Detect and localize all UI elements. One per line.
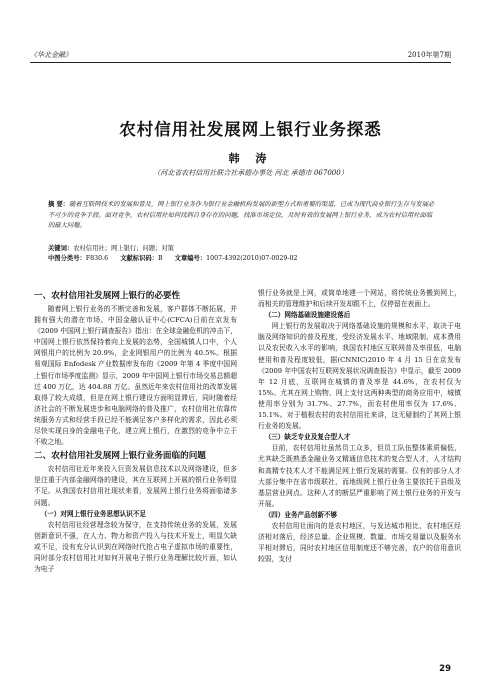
keywords-text: 农村信用社；网上银行；问题；对策: [73, 245, 174, 252]
doc-code-label: 文献标识码：: [120, 255, 158, 263]
subsection-heading: （一）对网上银行业务思想认识不足: [40, 509, 147, 518]
abstract-label: 摘 要：: [48, 201, 70, 208]
article-number-value: 1007-4392(2010)07-0029-02: [206, 255, 298, 263]
paragraph: 农村信用社近年来投入巨资发展信息技术以及网络建设，但多是注重于内部金融网络的建设，其在互联网上开展的银行业务明显不足。从我国农村信用社现状来看，发展网上银行业务将面临诸多问题。: [34, 465, 237, 507]
journal-name: 《华北金融》: [30, 51, 72, 59]
section-heading: 二、农村信用社发展网上银行业务面临的问题: [34, 451, 206, 462]
subsection-heading: （四）业务产品创新不够: [264, 510, 338, 519]
article-number-label: 文章编号：: [174, 255, 207, 263]
author-affiliation: （河北省农村信用社联合社承德办事处 河北 承德市 067000）: [153, 169, 348, 177]
paragraph: 目前，农村信用社虽然员工众多，但员工队伍整体素质偏低，尤其缺乏既熟悉金融业务又精通信息技术的复合型人才，人才结构和高精专技术人才不能满足网上银行发展的需要。仅有的部分人才大部分集中在省市级联社，而地级网上银行业务主要依托于县级及基层营业网点。这种人才的断层严重影响了网上银行业务的开发与开展。: [258, 444, 461, 508]
paragraph: 农村信用社面向的是农村地区，与发达城市相比，农村地区经济相对落后，经济总量、企业规模、数量、市场交易量以及服务水平相对滞后，同时农村地区信用制度还不够完善，农户的信用意识较弱，支付: [258, 521, 461, 564]
article-meta: [48, 244, 437, 265]
abstract: [48, 200, 437, 232]
page-number: 29: [439, 664, 451, 674]
article-title: 农村信用社发展网上银行业务探悉: [119, 120, 382, 139]
subsection-heading: （二）网络基础设施建设落后: [264, 311, 351, 320]
header-divider: [30, 62, 451, 63]
author-name: 韩 涛: [228, 152, 273, 165]
paragraph: 网上银行的发展取决于网络基础设施的规模和水平，取决于电脑及网络知识的普及程度，受经济发展水平、地域限制、成本费用以及农民收入水平的影响，我国农村地区互联网普及率很低，电脑使用和普及程度较低，据(CNNIC)2010 年 4 月 15 日在京发布《2009 年中国农村互联网发展状况调查报告》中显示，截至 2009 年 12 月底，互联网在城镇的普及率是 44.6%，在农村仅为 15%。尤其在网上购物、网上支付这两种典型的商务应用中，城镇使用率分别为 31.7%、27.7%，而农村使用率仅为 17.6%、15.1%。对于植根农村的农村信用社来讲，这无疑制约了其网上银行业务的发展。: [258, 322, 461, 431]
paragraph: 农村信用社经营理念较为保守，在支持传统业务的发展，发展创新意识不强，在人力、物力和资产投入与技术开发上，明显欠缺或不足，没有充分认识到在网络时代抢占电子虚拟市场的重要性，同时部分农村信用社对如何开展电子银行业务理解比较片面，如认为电子: [34, 520, 237, 574]
classification-line: [48, 254, 437, 264]
clc-label: 中图分类号：: [48, 255, 86, 263]
subsection-heading: （三）缺乏专业及复合型人才: [264, 433, 351, 442]
paragraph: 银行业务就是上网，或简单地建一个网站，将传统业务搬到网上，而相关的管理维护和后续开发却跟不上，仅停留在表面上。: [258, 289, 461, 309]
doc-code-value: B: [157, 255, 163, 263]
issue-label: 2010年第7期: [407, 51, 451, 59]
clc-value: F830.6: [85, 255, 109, 263]
paragraph: 随着网上银行业务的不断完善和发展，客户群体不断拓展，并拥有强大的潜在市场。中国金融认证中心(CFCA)日前在京发布《2009 中国网上银行调查报告》指出：在全球金融危机的冲击下，中国网上银行依然保持着向上发展的态势，全国城镇人口中，个人网银用户的比例为 20.9%，企业网银用户的比例为 40.5%。根据易观国际 Enfodesk 产业数据库发布的《2009 年第 4 季度中国网上银行市场季度监测》显示，2009 年中国网上银行市场交易总额超过 400 万亿，达 404.88 万亿。虽然近年来农村信用社的改革发展取得了较大成绩，但是在网上银行建设方面明显滞后，同时随着经济社会的不断发展进步和电脑网络的普及推广，农村信用社依靠传统服务方式和经营手段已经不能满足客户多样化的需求，因此必须尽快实现自身的金融电子化，建立网上银行，在激烈的竞争中立于不败之地。: [34, 305, 237, 447]
abstract-text: 随着互联网技术的发展和普及，网上银行业务作为银行业金融机构发展的新型方式和重要的渠道，已成为现代商业银行生存与发展必不可少的竞争手段。面对竞争，农村信用社如何找到自身存在的问题，找准市场定位，及时有效的发展网上银行业务，成为农村信用社面临的最大问题。: [48, 201, 435, 230]
keywords-line: [48, 244, 437, 254]
left-column: [34, 288, 237, 575]
keywords-label: 关键词：: [48, 245, 74, 252]
section-heading: 一、农村信用社发展网上银行的必要性: [34, 291, 181, 301]
right-column: [258, 288, 461, 565]
